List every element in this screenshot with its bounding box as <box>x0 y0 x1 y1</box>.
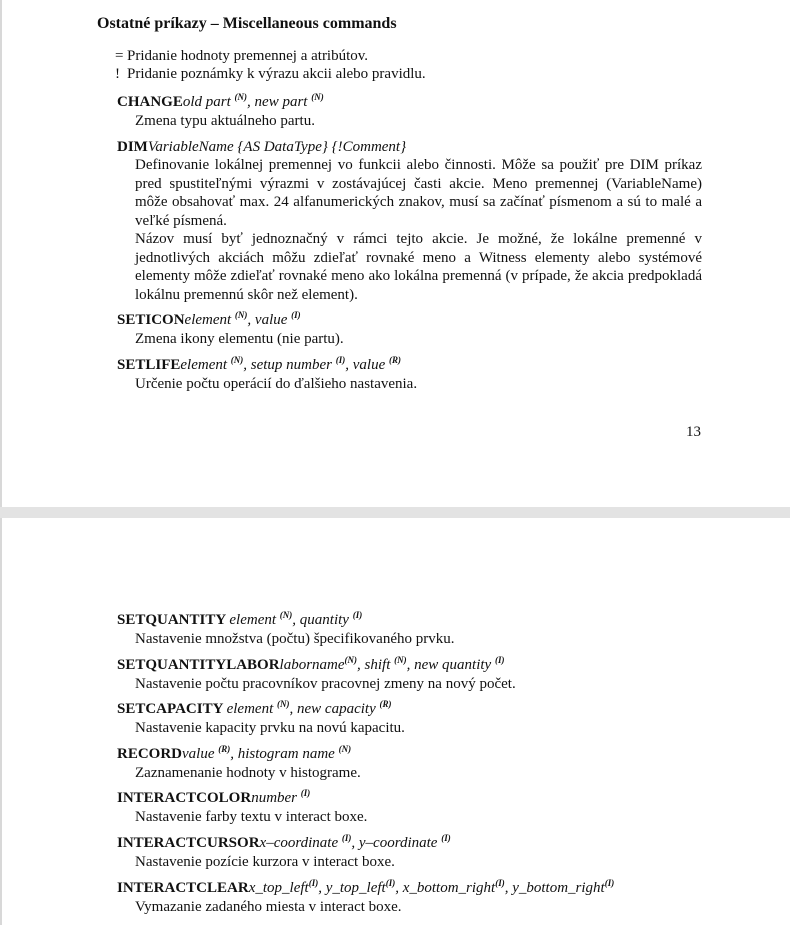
command-desc: Nastavenie počtu pracovníkov pracovnej zmeny na nový počet. <box>135 676 516 692</box>
arg-type: (I) <box>352 610 363 620</box>
command-desc: Nastavenie farby textu v interact boxe. <box>135 809 368 825</box>
arg: VariableName {AS DataType} {!Comment} <box>147 139 407 155</box>
arg-type: (I) <box>291 310 301 320</box>
arg: , new capacity <box>289 701 380 717</box>
command-desc: Názov musí byť jednoznačný v rámci tejto akcie. Je možné, že lokálne premenné v jednotlivých akciách môžu zdieľať rovnaké meno a Witness elementy alebo systémové elementy môže zdieľať rovnaké meno ako lokálna premenná (v prípade, že akcia predpokladá lokálnu premennú skôr než element). <box>135 231 702 303</box>
command-name: SETICON <box>117 312 185 328</box>
arg: element <box>229 612 280 628</box>
arg-type: (I) <box>300 788 311 798</box>
arg: laborname <box>279 657 345 673</box>
arg: element <box>180 357 231 373</box>
arg-type: (N) <box>338 744 352 754</box>
arg: element <box>226 701 277 717</box>
command-setlife <box>117 356 401 374</box>
page-number: 13 <box>686 424 701 440</box>
command-change <box>117 93 324 111</box>
arg: , quantity <box>292 612 353 628</box>
arg-type: (I) <box>441 833 451 843</box>
command-name: RECORD <box>117 746 183 762</box>
command-name: INTERACTCOLOR <box>117 790 252 806</box>
arg: , setup number <box>243 357 336 373</box>
command-interactcolor <box>117 789 310 807</box>
arg: , y–coordinate <box>351 835 442 851</box>
arg-type: (R) <box>389 355 401 365</box>
arg-type: (I) <box>335 355 346 365</box>
arg-type: (I) <box>308 878 319 888</box>
arg: x_top_left <box>248 880 309 896</box>
command-desc: Zmena ikony elementu (nie partu). <box>135 331 344 347</box>
arg: , y_top_left <box>318 880 386 896</box>
arg: number <box>251 790 301 806</box>
arg: , new quantity <box>406 657 495 673</box>
command-desc: Nastavenie pozície kurzora v interact boxe. <box>135 854 395 870</box>
arg: element <box>184 312 235 328</box>
command-setquantity <box>117 611 362 629</box>
arg-type: (N) <box>394 655 407 665</box>
arg-type: (I) <box>495 878 505 888</box>
arg-type: (I) <box>385 878 396 888</box>
arg: , histogram name <box>230 746 339 762</box>
arg: old part <box>182 94 235 110</box>
arg: , value <box>345 357 389 373</box>
operator-equals <box>115 48 368 65</box>
arg-type: (N) <box>311 92 324 102</box>
operator-exclamation <box>115 66 426 83</box>
arg-type: (N) <box>234 92 248 102</box>
command-name: DIM <box>117 139 148 155</box>
command-setquantitylabor <box>117 656 504 674</box>
command-name: SETQUANTITYLABOR <box>117 657 280 673</box>
command-desc: Nastavenie kapacity prvku na novú kapacitu. <box>135 720 405 736</box>
command-desc: Nastavenie množstva (počtu) špecifikovaného prvku. <box>135 631 455 647</box>
arg-type: (R) <box>379 699 392 709</box>
operator-symbol: = <box>115 48 124 64</box>
arg-type: (N) <box>277 699 290 709</box>
command-name: SETCAPACITY <box>117 701 227 717</box>
arg-type: (N) <box>234 310 248 320</box>
command-dim <box>117 138 406 156</box>
arg-type: (N) <box>344 655 358 665</box>
command-seticon <box>117 311 301 329</box>
arg-type: (R) <box>218 744 231 754</box>
command-interactclear <box>117 879 614 897</box>
command-name: INTERACTCLEAR <box>117 880 249 896</box>
arg-type: (I) <box>604 878 615 888</box>
command-desc: Definovanie lokálnej premennej vo funkcii alebo činnosti. Môže sa použiť pre DIM príkaz pred spustiteľnými výrazmi v zostávajúcej časti akcie. Meno premennej (VariableName) môže obsahovať max. 24 alfanumerických znakov, musí sa začínať písmenom a sú to malé a veľké písmená. <box>135 157 702 229</box>
operator-desc: Pridanie poznámky k výrazu akcii alebo pravidlu. <box>127 66 426 82</box>
document-page-14 <box>0 518 790 925</box>
operator-symbol: ! <box>115 66 120 82</box>
command-name: CHANGE <box>117 94 183 110</box>
arg: value <box>182 746 219 762</box>
arg-type: (I) <box>341 833 352 843</box>
operator-desc: Pridanie hodnoty premennej a atribútov. <box>127 48 369 64</box>
command-record <box>117 745 351 763</box>
command-setcapacity <box>117 700 391 718</box>
arg-type: (I) <box>494 655 505 665</box>
command-name: INTERACTCURSOR <box>117 835 260 851</box>
command-desc: Zaznamenanie hodnoty v histograme. <box>135 765 361 781</box>
arg: , new part <box>247 94 312 110</box>
command-name: SETQUANTITY <box>117 612 230 628</box>
command-name: SETLIFE <box>117 357 181 373</box>
section-heading: Ostatné príkazy – Miscellaneous commands <box>97 15 397 32</box>
command-desc: Určenie počtu operácií do ďalšieho nastavenia. <box>135 376 418 392</box>
arg-type: (N) <box>279 610 293 620</box>
command-interactcursor <box>117 834 451 852</box>
command-desc: Zmena typu aktuálneho partu. <box>135 113 315 129</box>
arg: , y_bottom_right <box>504 880 605 896</box>
arg: x–coordinate <box>259 835 342 851</box>
arg: , x_bottom_right <box>395 880 496 896</box>
arg-type: (N) <box>230 355 244 365</box>
command-desc: Vymazanie zadaného miesta v interact boxe. <box>135 899 402 915</box>
arg: , shift <box>357 657 395 673</box>
arg: , value <box>247 312 292 328</box>
